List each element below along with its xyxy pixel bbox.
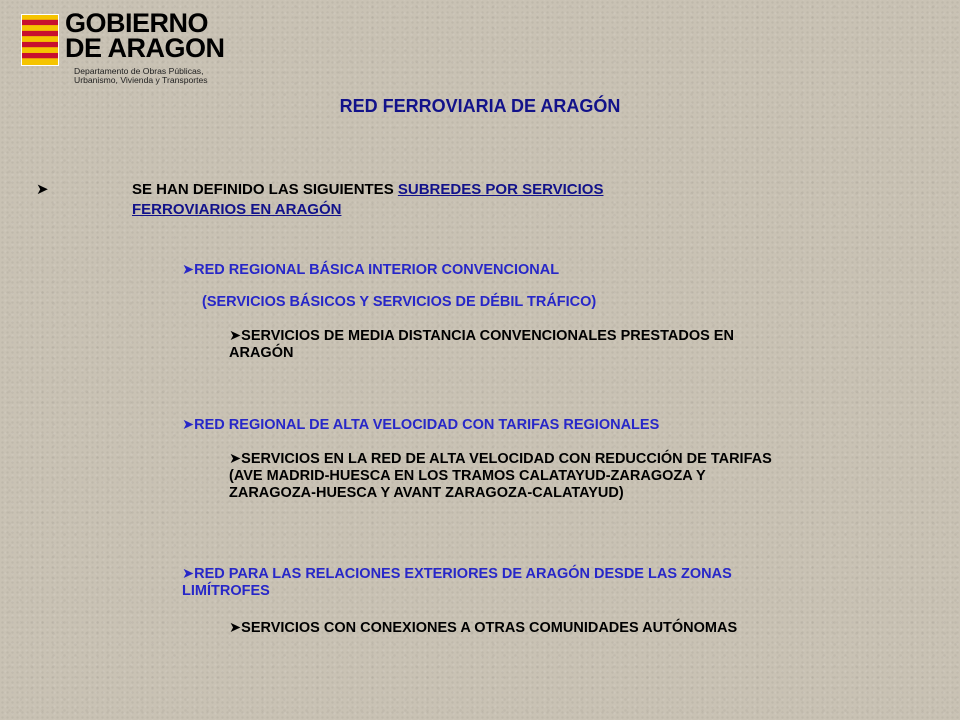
section-1-heading — [182, 262, 559, 279]
page-title: RED FERROVIARIA DE ARAGÓN — [339, 96, 621, 116]
arrow-bullet-icon: ➤ — [229, 451, 242, 467]
section-1-heading-text: RED REGIONAL BÁSICA INTERIOR CONVENCIONAL — [194, 262, 560, 278]
section-3-item — [229, 620, 737, 637]
section-3-heading-line2: LIMÍTROFES — [182, 583, 270, 599]
section-2-heading-text: RED REGIONAL DE ALTA VELOCIDAD CON TARIFAS REGIONALES — [194, 417, 660, 433]
gobierno-de-aragon-logo — [12, 8, 226, 88]
arrow-bullet-icon: ➤ — [182, 566, 195, 582]
section-2-heading — [182, 417, 659, 434]
arrow-bullet-icon: ➤ — [182, 262, 195, 278]
section-1-subheading: (SERVICIOS BÁSICOS Y SERVICIOS DE DÉBIL TRÁFICO) — [202, 294, 597, 310]
section-1-item — [229, 328, 929, 362]
section-3-heading-line1: RED PARA LAS RELACIONES EXTERIORES DE ARAGÓN DESDE LAS ZONAS — [194, 566, 732, 582]
section-1-item-line1: SERVICIOS DE MEDIA DISTANCIA CONVENCIONALES PRESTADOS EN — [241, 328, 734, 344]
section-2-item-line1: SERVICIOS EN LA RED DE ALTA VELOCIDAD CON REDUCCIÓN DE TARIFAS — [241, 451, 772, 467]
logo-text-line1: GOBIERNO — [65, 8, 209, 38]
arrow-bullet-icon: ➤ — [182, 417, 195, 433]
aragon-flag-icon — [21, 14, 59, 66]
section-3-item-line1: SERVICIOS CON CONEXIONES A OTRAS COMUNIDADES AUTÓNOMAS — [241, 620, 738, 636]
intro-text: SE HAN DEFINIDO LAS SIGUIENTES — [132, 181, 398, 198]
subnetworks-link-line2[interactable]: FERROVIARIOS EN ARAGÓN — [132, 201, 342, 218]
department-line1: Departamento de Obras Públicas, — [74, 66, 204, 76]
department-line2: Urbanismo, Vivienda y Transportes — [74, 75, 208, 85]
section-2-item-line2: (AVE MADRID-HUESCA EN LOS TRAMOS CALATAYUD-ZARAGOZA Y — [229, 468, 706, 484]
section-1-item-line2: ARAGÓN — [229, 345, 294, 361]
arrow-bullet-icon: ➤ — [229, 620, 242, 636]
section-2-item — [229, 451, 949, 502]
arrow-bullet-icon: ➤ — [229, 328, 242, 344]
subnetworks-link[interactable]: SUBREDES POR SERVICIOS — [397, 181, 604, 198]
section-2-item-line3: ZARAGOZA-HUESCA Y AVANT ZARAGOZA-CALATAYUD) — [229, 485, 624, 501]
arrow-bullet-icon: ➤ — [36, 181, 49, 198]
logo-text-line2: DE ARAGON — [65, 33, 225, 63]
intro-paragraph — [132, 180, 832, 220]
section-3-heading — [182, 566, 922, 600]
